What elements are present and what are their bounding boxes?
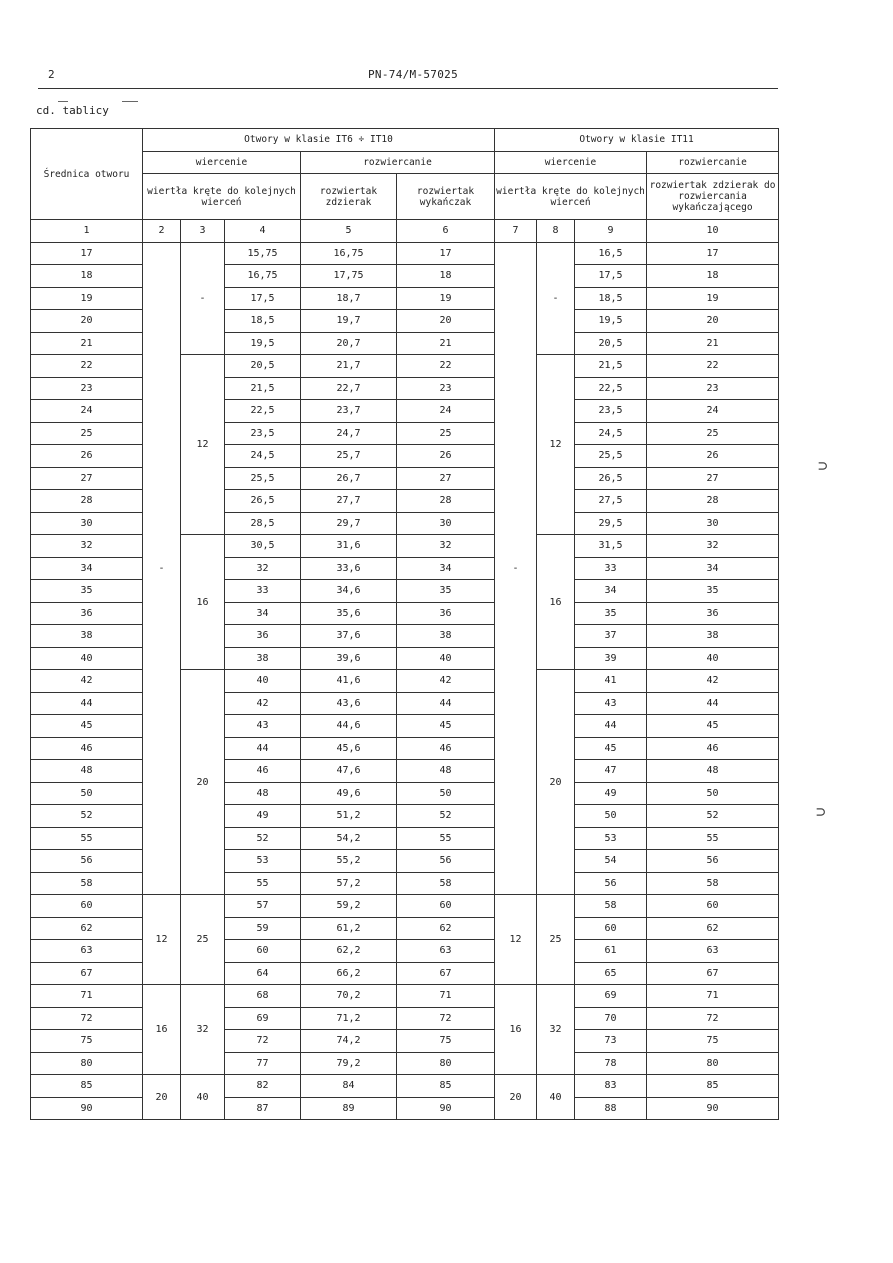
twist-drill-cell: 33 [225, 580, 301, 603]
roughing-reamer-cell: 39,6 [301, 647, 397, 670]
drill-size-c7: 12 [495, 895, 537, 985]
twist-drill-it11-cell: 88 [575, 1097, 647, 1120]
combined-reamer-cell: 38 [647, 625, 779, 648]
combined-reamer-cell: 30 [647, 512, 779, 535]
finishing-reamer-cell: 50 [397, 782, 495, 805]
header-row-group [31, 129, 779, 152]
diameter-cell: 26 [31, 445, 143, 468]
diameter-cell: 23 [31, 377, 143, 400]
finishing-reamer-cell: 35 [397, 580, 495, 603]
column-number-4: 4 [225, 220, 301, 243]
twist-drill-cell: 42 [225, 692, 301, 715]
twist-drill-it11-cell: 49 [575, 782, 647, 805]
combined-reamer-cell: 23 [647, 377, 779, 400]
finishing-reamer-cell: 80 [397, 1052, 495, 1075]
diameter-cell: 58 [31, 872, 143, 895]
twist-drill-cell: 59 [225, 917, 301, 940]
twist-drill-it11-cell: 43 [575, 692, 647, 715]
roughing-reamer-cell: 70,2 [301, 985, 397, 1008]
drill-size-c3: 25 [181, 895, 225, 985]
combined-reamer-cell: 44 [647, 692, 779, 715]
twist-drill-cell: 64 [225, 962, 301, 985]
combined-reamer-cell: 19 [647, 287, 779, 310]
combined-reamer-cell: 60 [647, 895, 779, 918]
twist-drill-it11-cell: 45 [575, 737, 647, 760]
diameter-cell: 40 [31, 647, 143, 670]
twist-drill-it11-cell: 27,5 [575, 490, 647, 513]
finishing-reamer-cell: 52 [397, 805, 495, 828]
roughing-reamer-cell: 84 [301, 1075, 397, 1098]
finishing-reamer-cell: 60 [397, 895, 495, 918]
roughing-reamer-cell: 27,7 [301, 490, 397, 513]
twist-drill-cell: 23,5 [225, 422, 301, 445]
roughing-reamer-cell: 51,2 [301, 805, 397, 828]
drill-size-c8: - [537, 242, 575, 355]
group-it11-header: Otwory w klasie IT11 [495, 129, 779, 152]
diameter-cell: 63 [31, 940, 143, 963]
finishing-reamer-cell: 34 [397, 557, 495, 580]
twist-drill-it11-cell: 60 [575, 917, 647, 940]
combined-reamer-cell: 71 [647, 985, 779, 1008]
roughing-reamer-cell: 22,7 [301, 377, 397, 400]
header-rule [38, 88, 778, 89]
finishing-reamer-cell: 42 [397, 670, 495, 693]
diameter-cell: 85 [31, 1075, 143, 1098]
twist-drill-cell: 17,5 [225, 287, 301, 310]
diameter-cell: 67 [31, 962, 143, 985]
twist-drill-cell: 60 [225, 940, 301, 963]
finishing-reamer-cell: 85 [397, 1075, 495, 1098]
diameter-cell: 45 [31, 715, 143, 738]
table-row [31, 242, 779, 265]
twist-drill-cell: 52 [225, 827, 301, 850]
twist-drill-cell: 38 [225, 647, 301, 670]
roughing-reamer-cell: 25,7 [301, 445, 397, 468]
twist-drill-it11-cell: 47 [575, 760, 647, 783]
combined-reamer-cell: 46 [647, 737, 779, 760]
roughing-reamer-cell: 57,2 [301, 872, 397, 895]
twist-drill-cell: 34 [225, 602, 301, 625]
twist-drill-cell: 15,75 [225, 242, 301, 265]
twist-drill-cell: 25,5 [225, 467, 301, 490]
finishing-reamer-cell: 62 [397, 917, 495, 940]
roughing-reamer-cell: 29,7 [301, 512, 397, 535]
twist-drill-cell: 43 [225, 715, 301, 738]
roughing-reamer-cell: 19,7 [301, 310, 397, 333]
diameter-cell: 71 [31, 985, 143, 1008]
twist-drill-it11-cell: 56 [575, 872, 647, 895]
diameter-cell: 21 [31, 332, 143, 355]
combined-reamer-cell: 45 [647, 715, 779, 738]
twist-drill-cell: 72 [225, 1030, 301, 1053]
roughing-reamer-cell: 16,75 [301, 242, 397, 265]
combined-reamer-cell: 75 [647, 1030, 779, 1053]
twist-drill-it11-cell: 18,5 [575, 287, 647, 310]
diameter-cell: 32 [31, 535, 143, 558]
roughing-reamer-cell: 43,6 [301, 692, 397, 715]
roughing-reamer-cell: 31,6 [301, 535, 397, 558]
header-row-tool [31, 174, 779, 220]
finishing-reamer-cell: 55 [397, 827, 495, 850]
twist-drill-cell: 16,75 [225, 265, 301, 288]
twist-drill-it11-cell: 58 [575, 895, 647, 918]
roughing-reamer-cell: 47,6 [301, 760, 397, 783]
drill-size-c2: 12 [143, 895, 181, 985]
drill-size-c3: 16 [181, 535, 225, 670]
header-row-process [31, 151, 779, 174]
combined-reamer-cell: 36 [647, 602, 779, 625]
diameter-cell: 28 [31, 490, 143, 513]
combined-reamer-cell: 20 [647, 310, 779, 333]
roughing-reamer-cell: 33,6 [301, 557, 397, 580]
finishing-reamer-cell: 56 [397, 850, 495, 873]
diameter-cell: 80 [31, 1052, 143, 1075]
finishing-reamer-cell: 44 [397, 692, 495, 715]
roughing-reamer-cell: 66,2 [301, 962, 397, 985]
roughing-reamer-cell: 44,6 [301, 715, 397, 738]
column-number-8: 8 [537, 220, 575, 243]
combined-reamer-cell: 80 [647, 1052, 779, 1075]
diameter-cell: 30 [31, 512, 143, 535]
drilling-header: wiercenie [143, 151, 301, 174]
roughing-reamer-cell: 74,2 [301, 1030, 397, 1053]
twist-drill-it11-cell: 83 [575, 1075, 647, 1098]
finishing-reamer-cell: 71 [397, 985, 495, 1008]
combined-reamer-cell: 50 [647, 782, 779, 805]
combined-reamer-cell: 17 [647, 242, 779, 265]
diameter-cell: 27 [31, 467, 143, 490]
roughing-reamer-cell: 17,75 [301, 265, 397, 288]
twist-drill-cell: 26,5 [225, 490, 301, 513]
combined-reamer-cell: 42 [647, 670, 779, 693]
twist-drill-cell: 69 [225, 1007, 301, 1030]
finishing-reamer-cell: 18 [397, 265, 495, 288]
finishing-reamer-cell: 21 [397, 332, 495, 355]
combined-reamer-cell: 35 [647, 580, 779, 603]
combined-reamer-cell: 56 [647, 850, 779, 873]
roughing-reamer-cell: 23,7 [301, 400, 397, 423]
roughing-reamer-cell: 34,6 [301, 580, 397, 603]
roughing-reamer-cell: 61,2 [301, 917, 397, 940]
roughing-reamer-cell: 79,2 [301, 1052, 397, 1075]
combined-reamer-cell: 63 [647, 940, 779, 963]
diameter-cell: 42 [31, 670, 143, 693]
combined-reamer-cell: 26 [647, 445, 779, 468]
table-row [31, 985, 779, 1008]
drill-size-c7: 16 [495, 985, 537, 1075]
twist-drill-it11-cell: 37 [575, 625, 647, 648]
combined-reamer-cell: 40 [647, 647, 779, 670]
twist-drill-cell: 77 [225, 1052, 301, 1075]
column-number-9: 9 [575, 220, 647, 243]
diameter-cell: 60 [31, 895, 143, 918]
diameter-cell: 17 [31, 242, 143, 265]
diameter-cell: 36 [31, 602, 143, 625]
diameter-cell: 44 [31, 692, 143, 715]
roughing-reamer-cell: 59,2 [301, 895, 397, 918]
finishing-reamer-header: rozwiertak wykańczak [397, 174, 495, 220]
reaming-header: rozwiercanie [301, 151, 495, 174]
combined-reamer-cell: 25 [647, 422, 779, 445]
roughing-reamer-cell: 54,2 [301, 827, 397, 850]
table-row [31, 1075, 779, 1098]
pencil-mark [58, 101, 68, 102]
drill-size-c8: 40 [537, 1075, 575, 1120]
column-number-1: 1 [31, 220, 143, 243]
twist-drill-cell: 18,5 [225, 310, 301, 333]
finishing-reamer-cell: 30 [397, 512, 495, 535]
twist-drill-it11-cell: 19,5 [575, 310, 647, 333]
twist-drill-it11-cell: 26,5 [575, 467, 647, 490]
diameter-header: Średnica otworu [31, 129, 143, 220]
finishing-reamer-cell: 46 [397, 737, 495, 760]
twist-drill-it11-cell: 33 [575, 557, 647, 580]
drill-size-c8: 32 [537, 985, 575, 1075]
twist-drill-it11-cell: 54 [575, 850, 647, 873]
twist-drill-cell: 46 [225, 760, 301, 783]
twist-drill-it11-cell: 24,5 [575, 422, 647, 445]
finishing-reamer-cell: 23 [397, 377, 495, 400]
twist-drill-it11-cell: 53 [575, 827, 647, 850]
finishing-reamer-cell: 38 [397, 625, 495, 648]
drill-size-c3: 12 [181, 355, 225, 535]
diameter-cell: 75 [31, 1030, 143, 1053]
finishing-reamer-cell: 19 [397, 287, 495, 310]
finishing-reamer-cell: 20 [397, 310, 495, 333]
drill-size-c3: 32 [181, 985, 225, 1075]
dimension-table [30, 128, 778, 1120]
roughing-reamer-cell: 20,7 [301, 332, 397, 355]
combined-reamer-cell: 32 [647, 535, 779, 558]
diameter-cell: 72 [31, 1007, 143, 1030]
twist-drill-it11-cell: 50 [575, 805, 647, 828]
diameter-cell: 50 [31, 782, 143, 805]
twist-drill-cell: 20,5 [225, 355, 301, 378]
drill-size-c8: 25 [537, 895, 575, 985]
combined-reamer-header: rozwiertak zdzierak do rozwiercania wykańczającego [647, 174, 779, 220]
finishing-reamer-cell: 28 [397, 490, 495, 513]
twist-drill-header: wiertła kręte do kolejnych wierceń [495, 174, 647, 220]
twist-drill-it11-cell: 70 [575, 1007, 647, 1030]
roughing-reamer-cell: 62,2 [301, 940, 397, 963]
combined-reamer-cell: 55 [647, 827, 779, 850]
reaming-header: rozwiercanie [647, 151, 779, 174]
diameter-cell: 24 [31, 400, 143, 423]
finishing-reamer-cell: 25 [397, 422, 495, 445]
twist-drill-it11-cell: 65 [575, 962, 647, 985]
finishing-reamer-cell: 67 [397, 962, 495, 985]
twist-drill-cell: 68 [225, 985, 301, 1008]
twist-drill-cell: 57 [225, 895, 301, 918]
combined-reamer-cell: 85 [647, 1075, 779, 1098]
twist-drill-it11-cell: 73 [575, 1030, 647, 1053]
twist-drill-cell: 53 [225, 850, 301, 873]
twist-drill-cell: 32 [225, 557, 301, 580]
finishing-reamer-cell: 27 [397, 467, 495, 490]
diameter-cell: 20 [31, 310, 143, 333]
drill-size-c3: 20 [181, 670, 225, 895]
combined-reamer-cell: 48 [647, 760, 779, 783]
diameter-cell: 90 [31, 1097, 143, 1120]
roughing-reamer-cell: 24,7 [301, 422, 397, 445]
finishing-reamer-cell: 17 [397, 242, 495, 265]
twist-drill-cell: 87 [225, 1097, 301, 1120]
column-number-6: 6 [397, 220, 495, 243]
combined-reamer-cell: 21 [647, 332, 779, 355]
document-code: PN-74/M-57025 [368, 68, 458, 81]
drill-size-c8: 20 [537, 670, 575, 895]
combined-reamer-cell: 22 [647, 355, 779, 378]
combined-reamer-cell: 34 [647, 557, 779, 580]
diameter-cell: 22 [31, 355, 143, 378]
pencil-mark [122, 101, 138, 102]
drill-size-c2: 16 [143, 985, 181, 1075]
finishing-reamer-cell: 58 [397, 872, 495, 895]
roughing-reamer-cell: 26,7 [301, 467, 397, 490]
finishing-reamer-cell: 32 [397, 535, 495, 558]
twist-drill-cell: 49 [225, 805, 301, 828]
roughing-reamer-cell: 49,6 [301, 782, 397, 805]
diameter-cell: 38 [31, 625, 143, 648]
drill-size-c3: 40 [181, 1075, 225, 1120]
twist-drill-cell: 40 [225, 670, 301, 693]
diameter-cell: 46 [31, 737, 143, 760]
table-row [31, 895, 779, 918]
finishing-reamer-cell: 22 [397, 355, 495, 378]
finishing-reamer-cell: 24 [397, 400, 495, 423]
diameter-cell: 19 [31, 287, 143, 310]
group-it6-it10-header: Otwory w klasie IT6 ÷ IT10 [143, 129, 495, 152]
twist-drill-it11-cell: 34 [575, 580, 647, 603]
twist-drill-it11-cell: 23,5 [575, 400, 647, 423]
roughing-reamer-cell: 35,6 [301, 602, 397, 625]
twist-drill-cell: 19,5 [225, 332, 301, 355]
twist-drill-it11-cell: 78 [575, 1052, 647, 1075]
column-number-7: 7 [495, 220, 537, 243]
twist-drill-cell: 82 [225, 1075, 301, 1098]
combined-reamer-cell: 27 [647, 467, 779, 490]
combined-reamer-cell: 72 [647, 1007, 779, 1030]
twist-drill-it11-cell: 31,5 [575, 535, 647, 558]
drill-size-c2: - [143, 242, 181, 895]
column-number-5: 5 [301, 220, 397, 243]
diameter-cell: 62 [31, 917, 143, 940]
drill-size-c8: 16 [537, 535, 575, 670]
page-number: 2 [48, 68, 55, 81]
finishing-reamer-cell: 48 [397, 760, 495, 783]
twist-drill-cell: 28,5 [225, 512, 301, 535]
drill-size-c7: - [495, 242, 537, 895]
roughing-reamer-cell: 45,6 [301, 737, 397, 760]
diameter-cell: 52 [31, 805, 143, 828]
combined-reamer-cell: 28 [647, 490, 779, 513]
roughing-reamer-header: rozwiertak zdzierak [301, 174, 397, 220]
drill-size-c3: - [181, 242, 225, 355]
twist-drill-cell: 21,5 [225, 377, 301, 400]
twist-drill-it11-cell: 22,5 [575, 377, 647, 400]
twist-drill-it11-cell: 39 [575, 647, 647, 670]
roughing-reamer-cell: 55,2 [301, 850, 397, 873]
twist-drill-it11-cell: 44 [575, 715, 647, 738]
combined-reamer-cell: 90 [647, 1097, 779, 1120]
twist-drill-it11-cell: 25,5 [575, 445, 647, 468]
roughing-reamer-cell: 71,2 [301, 1007, 397, 1030]
combined-reamer-cell: 58 [647, 872, 779, 895]
twist-drill-cell: 30,5 [225, 535, 301, 558]
twist-drill-it11-cell: 20,5 [575, 332, 647, 355]
finishing-reamer-cell: 90 [397, 1097, 495, 1120]
twist-drill-it11-cell: 21,5 [575, 355, 647, 378]
drill-size-c2: 20 [143, 1075, 181, 1120]
diameter-cell: 35 [31, 580, 143, 603]
combined-reamer-cell: 62 [647, 917, 779, 940]
roughing-reamer-cell: 41,6 [301, 670, 397, 693]
column-number-2: 2 [143, 220, 181, 243]
twist-drill-it11-cell: 61 [575, 940, 647, 963]
margin-mark: ⊃ [818, 456, 828, 475]
diameter-cell: 34 [31, 557, 143, 580]
finishing-reamer-cell: 45 [397, 715, 495, 738]
twist-drill-cell: 44 [225, 737, 301, 760]
combined-reamer-cell: 67 [647, 962, 779, 985]
twist-drill-it11-cell: 69 [575, 985, 647, 1008]
combined-reamer-cell: 24 [647, 400, 779, 423]
twist-drill-it11-cell: 41 [575, 670, 647, 693]
finishing-reamer-cell: 72 [397, 1007, 495, 1030]
finishing-reamer-cell: 63 [397, 940, 495, 963]
twist-drill-cell: 55 [225, 872, 301, 895]
finishing-reamer-cell: 40 [397, 647, 495, 670]
twist-drill-it11-cell: 17,5 [575, 265, 647, 288]
roughing-reamer-cell: 18,7 [301, 287, 397, 310]
roughing-reamer-cell: 37,6 [301, 625, 397, 648]
twist-drill-it11-cell: 29,5 [575, 512, 647, 535]
column-number-row [31, 220, 779, 243]
combined-reamer-cell: 18 [647, 265, 779, 288]
twist-drill-cell: 24,5 [225, 445, 301, 468]
roughing-reamer-cell: 89 [301, 1097, 397, 1120]
combined-reamer-cell: 52 [647, 805, 779, 828]
twist-drill-it11-cell: 35 [575, 602, 647, 625]
drill-size-c7: 20 [495, 1075, 537, 1120]
drill-size-c8: 12 [537, 355, 575, 535]
diameter-cell: 18 [31, 265, 143, 288]
finishing-reamer-cell: 75 [397, 1030, 495, 1053]
twist-drill-cell: 22,5 [225, 400, 301, 423]
twist-drill-it11-cell: 16,5 [575, 242, 647, 265]
twist-drill-cell: 36 [225, 625, 301, 648]
column-number-10: 10 [647, 220, 779, 243]
diameter-cell: 55 [31, 827, 143, 850]
diameter-cell: 56 [31, 850, 143, 873]
diameter-cell: 48 [31, 760, 143, 783]
margin-mark: ⊃ [816, 802, 826, 821]
finishing-reamer-cell: 36 [397, 602, 495, 625]
diameter-cell: 25 [31, 422, 143, 445]
continuation-label: cd. tablicy [36, 104, 109, 117]
twist-drill-header: wiertła kręte do kolejnych wierceń [143, 174, 301, 220]
finishing-reamer-cell: 26 [397, 445, 495, 468]
column-number-3: 3 [181, 220, 225, 243]
roughing-reamer-cell: 21,7 [301, 355, 397, 378]
drilling-header: wiercenie [495, 151, 647, 174]
twist-drill-cell: 48 [225, 782, 301, 805]
